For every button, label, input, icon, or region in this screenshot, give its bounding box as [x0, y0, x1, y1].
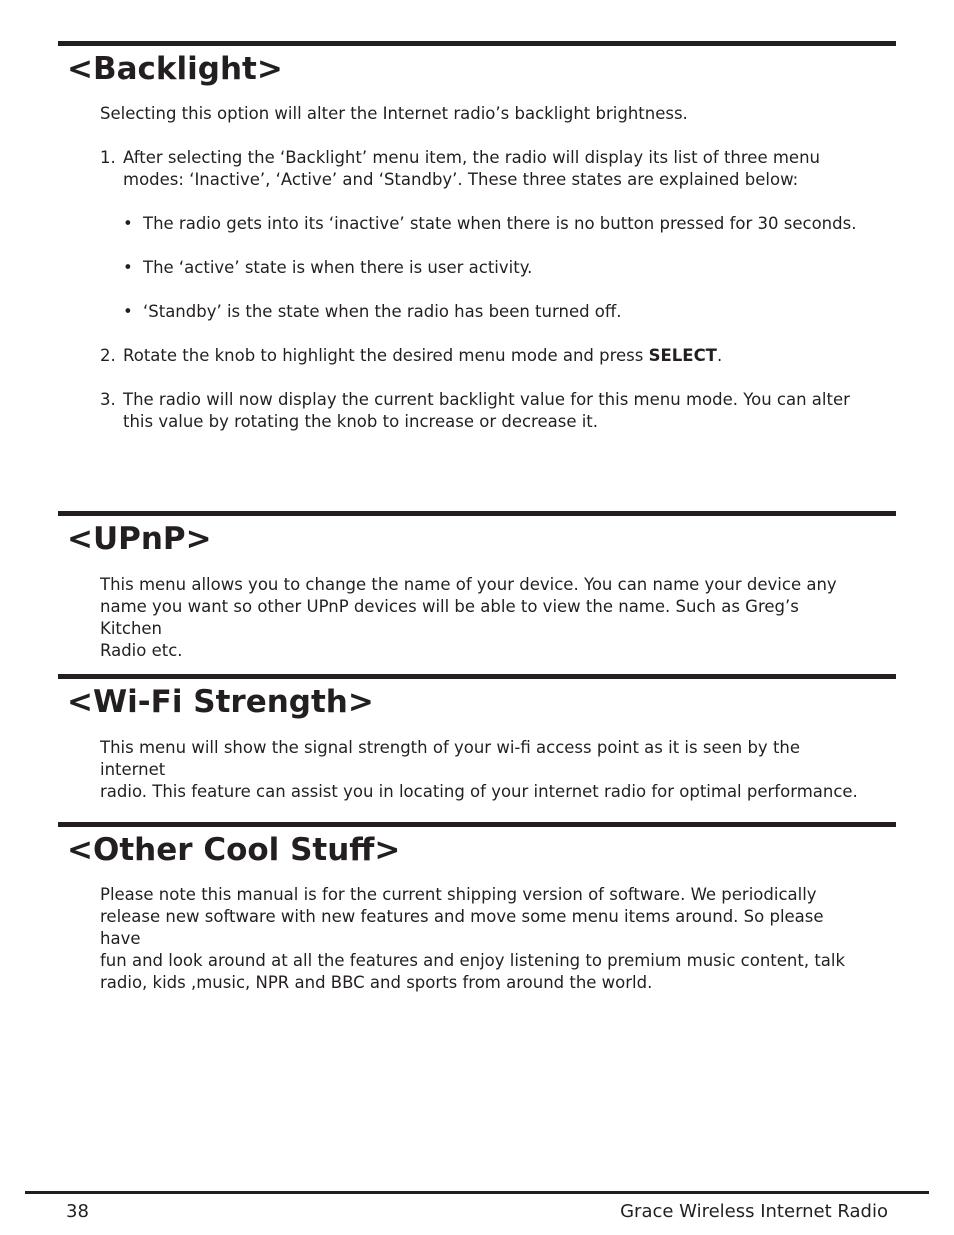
step-1-number: 1. [100, 148, 116, 167]
bullet-standby: ‘Standby’ is the state when the radio has been turned off. [143, 302, 622, 321]
footer-title: Grace Wireless Internet Radio [620, 1201, 888, 1222]
section-divider-backlight [58, 41, 896, 46]
section-divider-wifi [58, 674, 896, 679]
select-keyword: SELECT [648, 346, 717, 365]
other-body: Please note this manual is for the current shipping version of software. We periodically release new software with new features and move some menu items around. So please have fun and look around at all the features and enjoy listening to premium music content, talk radio, kids ,music, NPR and BBC and sports from around the world. [100, 885, 846, 992]
bullet-inactive: The radio gets into its ‘inactive’ state when there is no button pressed for 30 seconds. [143, 214, 857, 233]
bullet-marker: • [123, 258, 133, 277]
heading-upnp: <UPnP> [67, 521, 212, 557]
bullet-active: The ‘active’ state is when there is user activity. [143, 258, 533, 277]
upnp-body: This menu allows you to change the name of your device. You can name your device any name you want so other UPnP devices will be able to view the name. Such as Greg’s Kitchen Radio etc. [100, 575, 837, 660]
heading-other-cool-stuff: <Other Cool Stuff> [67, 832, 401, 868]
backlight-intro: Selecting this option will alter the Internet radio’s backlight brightness. [100, 104, 688, 123]
bullet-marker: • [123, 214, 133, 233]
step-2-text [123, 345, 853, 367]
step-2-body: Rotate the knob to highlight the desired menu mode and press [123, 346, 649, 365]
step-2-end: . [716, 346, 723, 365]
footer-divider [25, 1191, 929, 1194]
bullet-marker: • [123, 302, 133, 321]
section-divider-upnp [58, 511, 896, 516]
wifi-body: This menu will show the signal strength of your wi-fi access point as it is seen by the internet radio. This feature can assist you in locating of your internet radio for optimal performance. [100, 738, 858, 801]
step-3-number: 3. [100, 390, 116, 409]
heading-wifi-strength: <Wi-Fi Strength> [67, 684, 374, 720]
step-1-text: After selecting the ‘Backlight’ menu item, the radio will display its list of three menu modes: ‘Inactive’, ‘Active’ and ‘Standby’. These three states are explained below: [123, 148, 820, 189]
page-number: 38 [66, 1201, 89, 1222]
step-3-text: The radio will now display the current backlight value for this menu mode. You can alter this value by rotating the knob to increase or decrease it. [123, 390, 850, 431]
heading-backlight: <Backlight> [67, 51, 283, 87]
step-2-number: 2. [100, 346, 116, 365]
section-divider-other [58, 822, 896, 827]
